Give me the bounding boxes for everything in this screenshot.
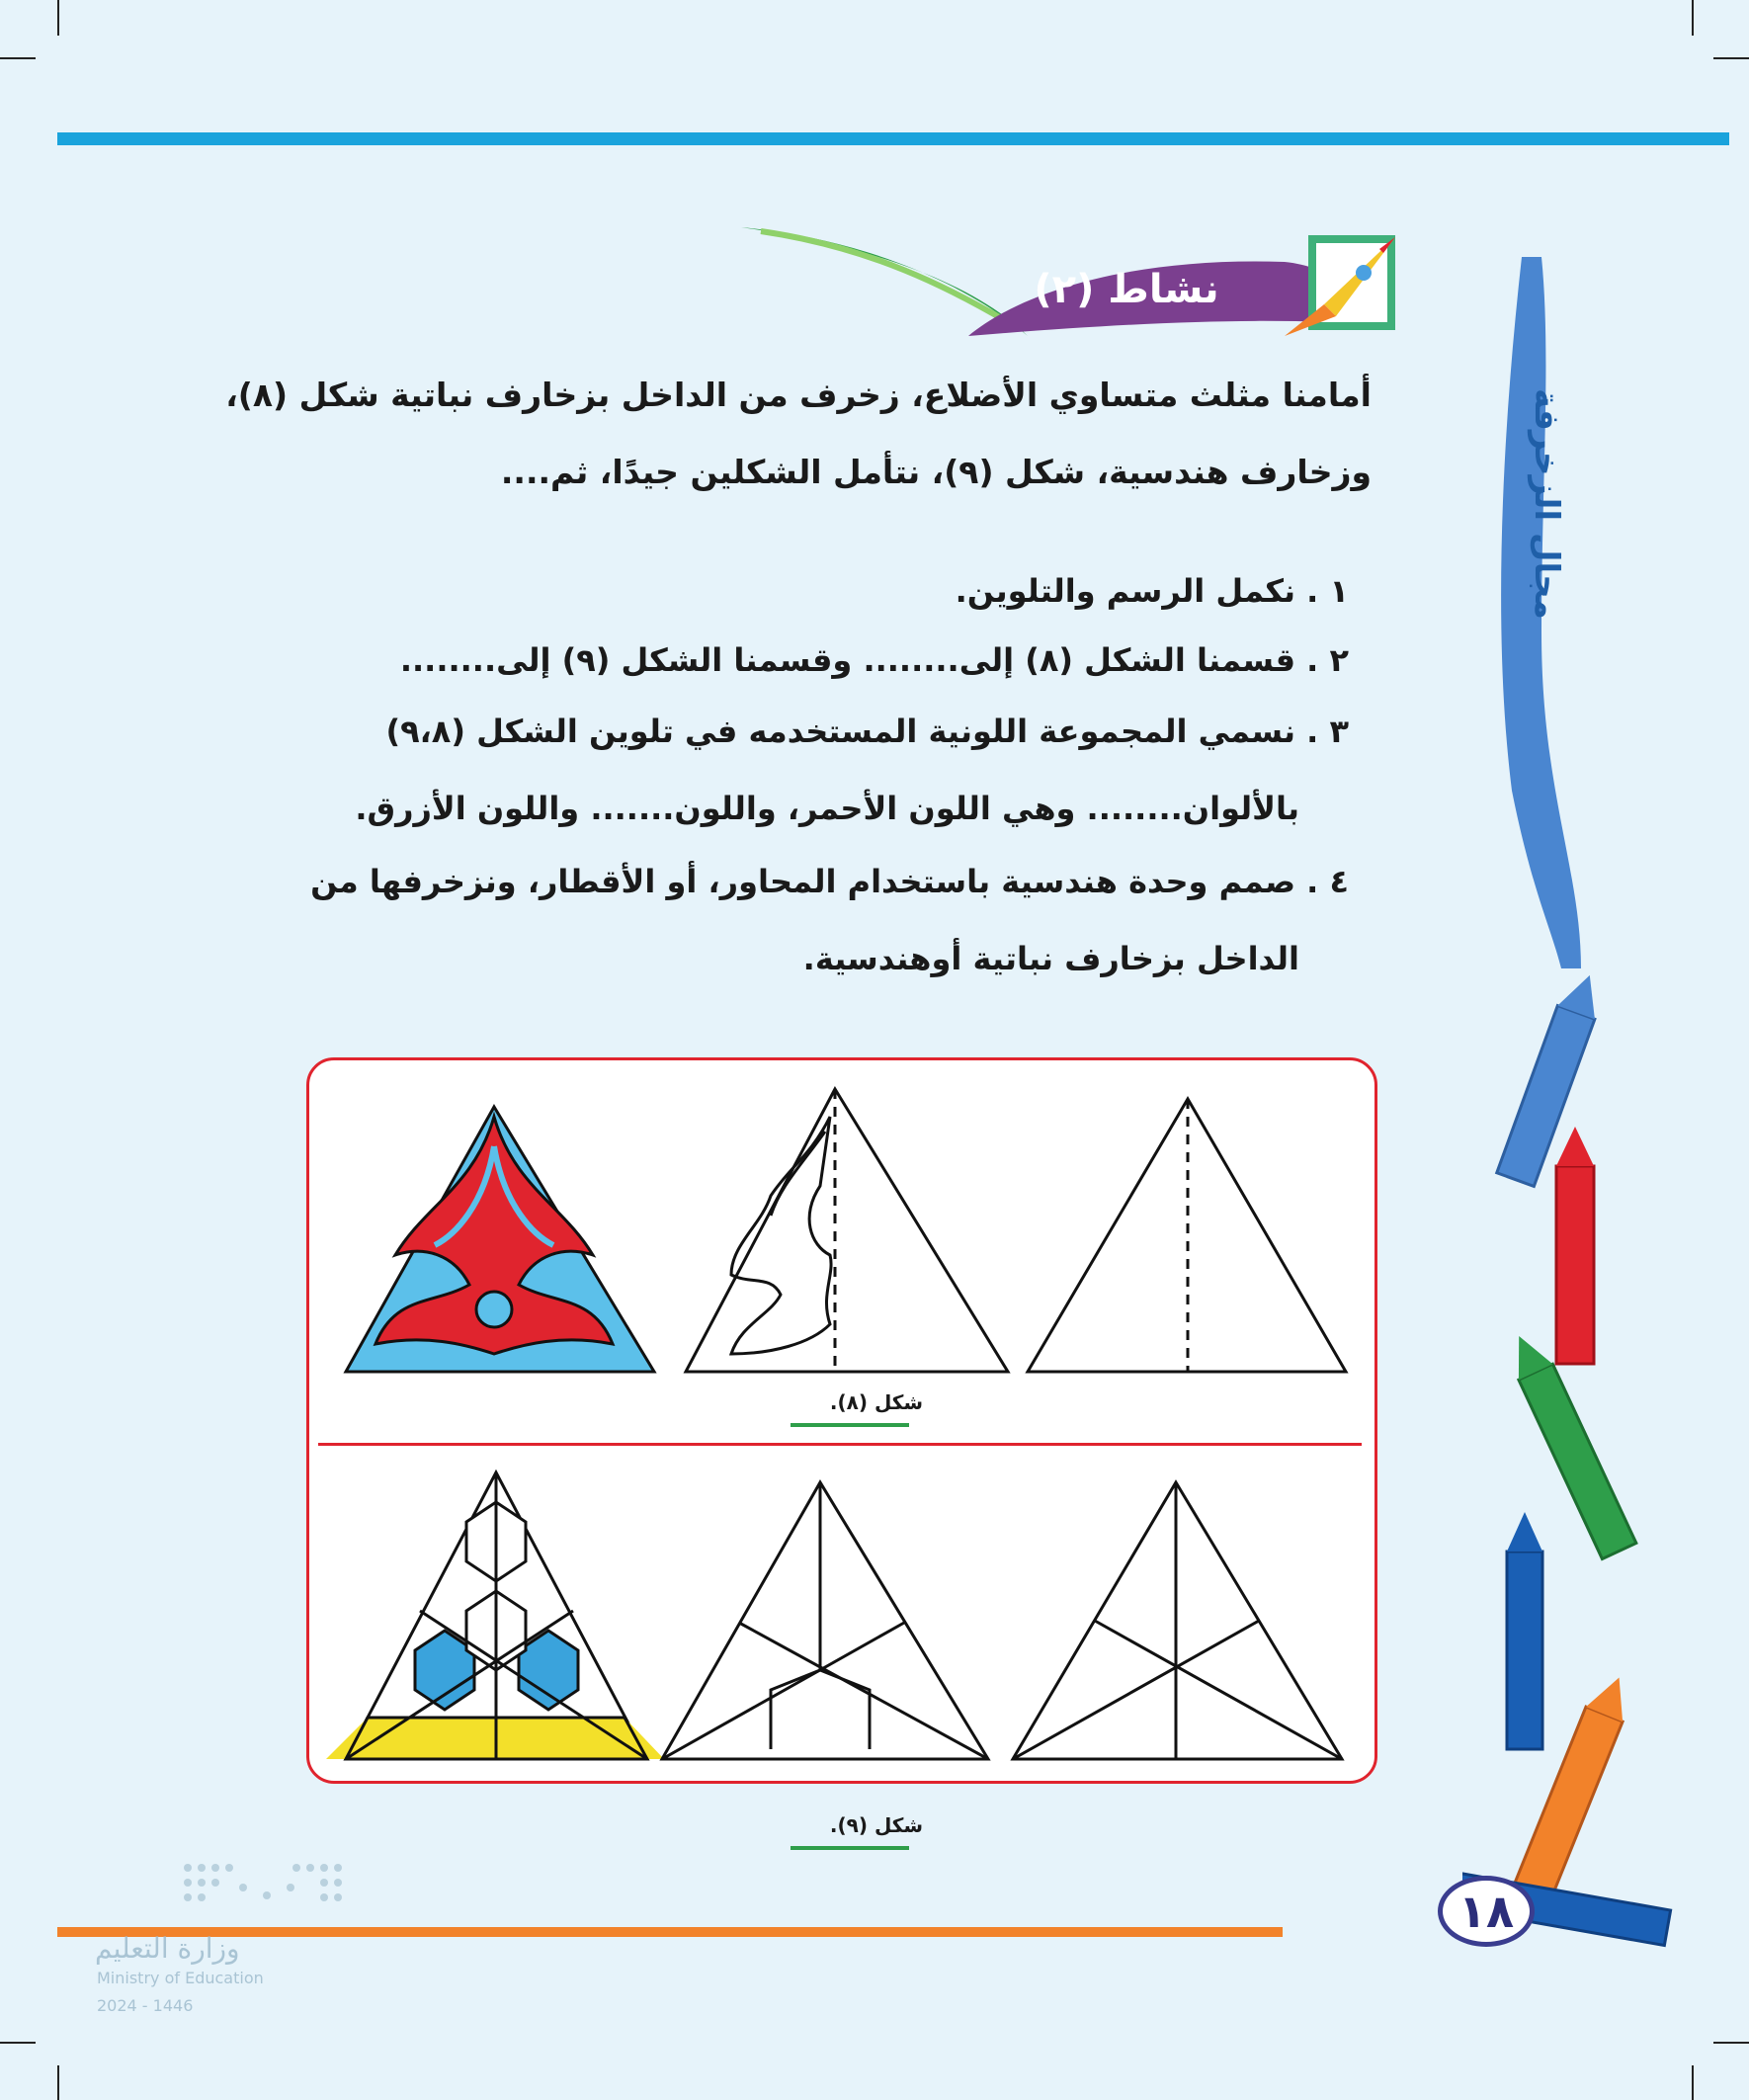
ministry-name-arabic: وزارة التعليم — [95, 1932, 240, 1965]
step-4: ٤ . صمم وحدة هندسية باستخدام المحاور، أو الأقطار، ونزخرفها من — [310, 863, 1349, 900]
crop-mark — [1713, 57, 1749, 59]
intro-text-line: وزخارف هندسية، شكل (٩)، نتأمل الشكلين جيدًا، ثم.... — [500, 453, 1372, 491]
triangle-geometric-colored — [326, 1472, 664, 1759]
crop-mark — [57, 0, 59, 36]
page-number: ١٨ — [1438, 1876, 1535, 1947]
triangle-dashed-axis — [1028, 1099, 1346, 1372]
intro-text-line: أمامنا مثلث متساوي الأضلاع، زخرف من الداخل بزخارف نباتية شكل (٨)، — [225, 376, 1372, 414]
triangle-floral-half — [686, 1089, 1008, 1372]
top-accent-bar — [57, 132, 1729, 145]
ministry-year: 2024 - 1446 — [97, 1996, 194, 2015]
crayon-icon — [1497, 968, 1609, 1186]
step-3-continued: بالألوان........ وهي اللون الأحمر، واللون....... واللون الأزرق. — [355, 790, 1299, 827]
caption-underline — [791, 1846, 909, 1850]
caption-figure-8: شكل (٨). — [829, 1390, 924, 1414]
crop-mark — [1692, 0, 1694, 36]
ministry-logo-icon — [178, 1858, 356, 1907]
crop-mark — [57, 2065, 59, 2100]
sidebar-title: مجال الزخرفة — [1527, 388, 1566, 620]
ministry-name-english: Ministry of Education — [97, 1969, 264, 1987]
step-3: ٣ . نسمي المجموعة اللونية المستخدمه في تلوين الشكل (٩،٨) — [385, 713, 1349, 750]
triangle-medians — [1013, 1482, 1342, 1759]
crayon-icon — [1507, 1512, 1542, 1749]
crop-mark — [0, 2042, 36, 2044]
crop-mark — [0, 57, 36, 59]
triangle-geometric-lines — [662, 1482, 988, 1759]
step-2: ٢ . قسمنا الشكل (٨) إلى........ وقسمنا الشكل (٩) إلى........ — [399, 641, 1349, 679]
caption-figure-9: شكل (٩). — [829, 1813, 924, 1837]
crayon-icon — [1556, 1127, 1594, 1364]
activity-title: نشاط (٢) — [1034, 267, 1219, 312]
caption-underline — [791, 1423, 909, 1427]
figure-illustrations — [306, 1057, 1377, 1784]
triangle-floral-colored — [346, 1107, 654, 1372]
step-1: ١ . نكمل الرسم والتلوين. — [955, 572, 1349, 610]
step-4-continued: الداخل بزخارف نباتية أوهندسية. — [802, 940, 1299, 977]
